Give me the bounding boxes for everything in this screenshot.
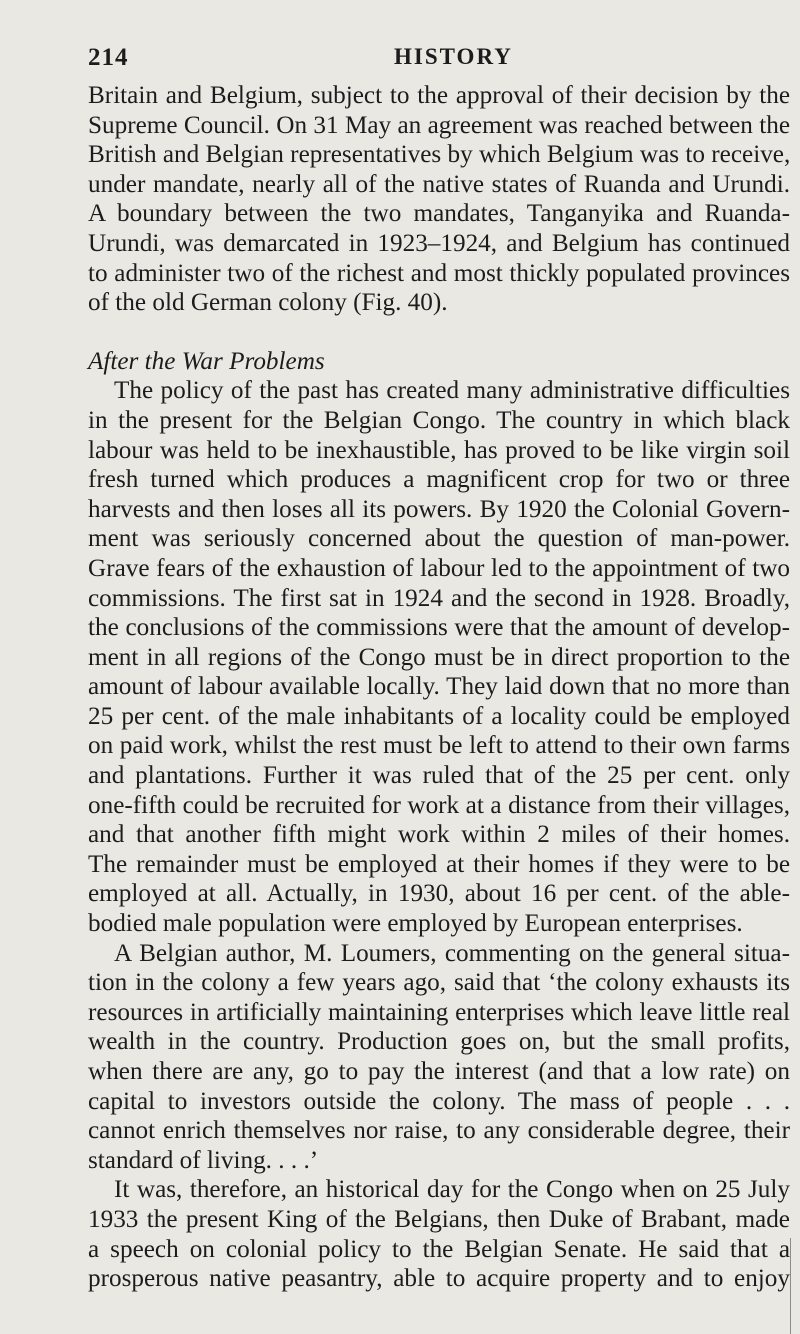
text-line: 1933 the present King of the Belgians, then Duke of Brabant, made [88,1205,790,1233]
text-line: wealth in the country. Production goes on, but the small profits, [88,1028,790,1056]
page-edge-line [790,1238,791,1334]
text-line: on paid work, whilst the rest must be left to attend to their own farms [88,732,790,760]
text-line: Grave fears of the exhaustion of labour led to the appointment of two [88,554,790,582]
text-line: 25 per cent. of the male inhabitants of a locality could be employed [88,702,790,730]
text-line: one-fifth could be recruited for work at a distance from their villages, [88,791,790,819]
section-heading: After the War Problems [88,347,325,375]
paragraph-2 [88,376,790,938]
text-line: The remainder must be employed at their homes if they were to be [88,850,790,878]
text-line: commissions. The first sat in 1924 and the second in 1928. Broadly, [88,584,790,612]
text-line: and that another fifth might work within 2 miles of their homes. [88,821,790,849]
text-line: amount of labour available locally. They laid down that no more than [88,673,790,701]
text-line: of the old German colony (Fig. 40). [88,289,448,317]
text-line: standard of living. . . .’ [88,1146,319,1174]
text-line: resources in artificially maintaining enterprises which leave little real [88,998,790,1026]
text-line: to administer two of the richest and most thickly populated provinces [88,259,790,287]
running-head [88,44,788,74]
text-line: in the present for the Belgian Congo. The country in which black [88,406,790,434]
text-line: labour was held to be inexhaustible, has proved to be like virgin soil [88,436,790,464]
text-line: ment was seriously concerned about the question of man-power. [88,525,790,553]
text-line: bodied male population were employed by European enterprises. [88,910,743,938]
text-line: under mandate, nearly all of the native states of Ruanda and Urundi. [88,170,790,198]
text-line: capital to investors outside the colony. The mass of people . . . [88,1087,790,1115]
text-line: It was, therefore, an historical day for the Congo when on 25 July [114,1176,790,1204]
paragraph-4 [88,1175,790,1293]
text-line: a speech on colonial policy to the Belgian Senate. He said that a [88,1235,790,1263]
text-line: Britain and Belgium, subject to the approval of their decision by the [88,82,790,109]
text-line: when there are any, go to pay the interest (and that a low rate) on [88,1058,790,1085]
text-line: cannot enrich themselves nor raise, to any considerable degree, their [88,1117,790,1145]
text-line: and plantations. Further it was ruled that of the 25 per cent. only [88,762,790,790]
body-text [88,81,790,1294]
text-line: employed at all. Actually, in 1930, about 16 per cent. of the able- [88,880,790,908]
paragraph-1 [88,81,790,318]
text-line: British and Belgian representatives by which Belgium was to receive, [88,141,791,169]
text-line: harvests and then loses all its powers. By 1920 the Colonial Govern- [88,495,790,523]
text-line: The policy of the past has created many administrative difficulties [114,377,790,405]
text-line: the conclusions of the commissions were that the amount of develop- [88,614,790,642]
page-number: 214 [88,44,129,71]
text-line: tion in the colony a few years ago, said that ‘the colony exhausts its [88,969,790,997]
section-gap [88,318,790,347]
text-line: fresh turned which produces a magnificent crop for two or three [88,466,790,494]
text-line: A Belgian author, M. Loumers, commenting on the general situa- [114,939,790,967]
running-title: HISTORY [394,44,513,69]
text-line: prosperous native peasantry, able to acquire property and to enjoy [88,1265,790,1293]
text-line: Urundi, was demarcated in 1923–1924, and Belgium has continued [88,229,790,257]
text-line: A boundary between the two mandates, Tanganyika and Ruanda- [88,200,790,228]
paragraph-3 [88,939,790,1176]
text-line: ment in all regions of the Congo must be in direct proportion to the [88,643,790,671]
text-line: Supreme Council. On 31 May an agreement was reached between the [88,111,790,139]
